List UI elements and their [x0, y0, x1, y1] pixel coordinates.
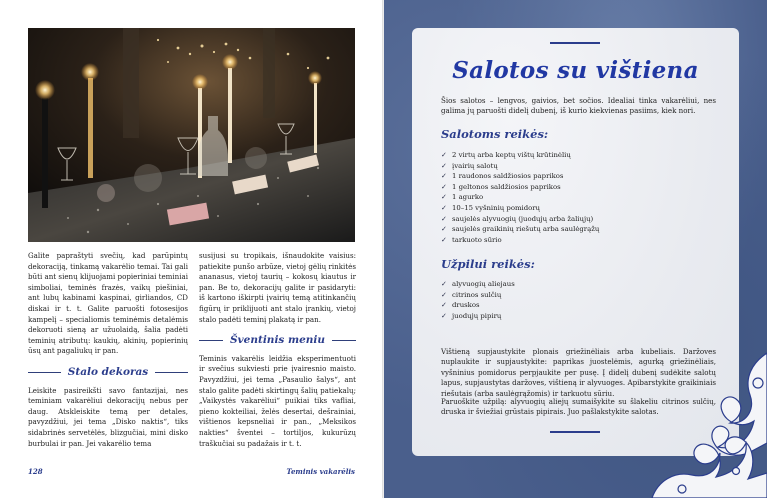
section-heading-festive-menu: [199, 335, 356, 346]
list-item: ✓ druskos: [441, 301, 480, 310]
checkmark-icon: ✓: [441, 203, 447, 212]
dressing-ingredients-heading: Užpilui reikės:: [441, 257, 535, 271]
running-title: Teminis vakarėlis: [286, 467, 355, 476]
left-page: [0, 0, 383, 498]
checkmark-icon: ✓: [441, 214, 447, 223]
list-item: ✓ 10–15 vyšninių pomidorų: [441, 203, 540, 212]
right-page: [384, 0, 767, 498]
heading-rule-left: [199, 340, 223, 341]
recipe-intro: Šios salotos – lengvos, gaivios, bet sočios. Idealiai tinka vakarėliui, nes galima jų paruošti didelį dubenį, iš kurio kiekvienas pasiims, kiek nori.: [441, 96, 716, 116]
table-decoration-photo: [28, 28, 355, 242]
recipe-title: Salotos su vištiena: [452, 57, 699, 84]
list-item: ✓ 1 raudonos saldžiosios paprikos: [441, 172, 564, 181]
heading-rule-right: [332, 340, 356, 341]
list-item: ✓ saujelės alyvuogių (juodųjų arba žaliųjų): [441, 214, 594, 223]
checkmark-icon: ✓: [441, 280, 447, 288]
checkmark-icon: ✓: [441, 161, 447, 170]
method-paragraph-2: Paruoškite užpilą: alyvuogių aliejų sumaišykite su šlakeliu citrinos sulčių, druska ir šviežiai grūstais pipirais. Juo pašlakstykite salotas.: [441, 397, 716, 417]
heading-rule-right: [155, 372, 188, 373]
list-item: ✓ alyvuogių aliejaus: [441, 280, 515, 288]
checkmark-icon: ✓: [441, 290, 447, 299]
checkmark-icon: ✓: [441, 311, 447, 320]
photo-illustration: [28, 28, 355, 242]
list-item: ✓ juodųjų pipirų: [441, 311, 502, 320]
list-item: ✓ citrinos sulčių: [441, 290, 502, 299]
right-column: [199, 251, 356, 449]
heading-rule-left: [28, 372, 61, 373]
dressing-ingredients-list: [441, 279, 681, 321]
table-decor-paragraph: Leiskite pasireikšti savo fantazijai, nes teminiam vakarėliui dekoracijų nebus per daug. Atskleiskite temą per detales, pavyzdžiui, jei tema „Disko naktis“, tiks sidabrinės servetėlės, blizgučiai, mini disko burbulai ir pan. Jei vakarėlio tema: [28, 385, 188, 448]
filigree-ornament-icon: [632, 343, 767, 498]
salad-ingredients-list: [441, 150, 681, 245]
list-item: ✓ 1 geltonos saldžiosios paprikos: [441, 182, 561, 191]
festive-menu-paragraph: Teminis vakarėlis leidžia eksperimentuoti ir svečius sukviesti prie įvairesnio maisto. Pavyzdžiui, jei tema „Pasaulio šalys“, ant stalo galite padėti skirtingų šalių patiekalų; „Vaikystės vakarėliui“ puikiai tiks vafliai, pieno kokteiliai, želės desertai, dešrainiai, vištienos kepsneliai ir pan., „Meksikos nakties“ šventei – tortiljos, kukurūzų traškučiai su padažais ir t. t.: [199, 353, 356, 448]
bottom-rule: [550, 431, 600, 433]
list-item: ✓ 1 agurko: [441, 193, 484, 202]
checkmark-icon: ✓: [441, 151, 447, 159]
salad-ingredients-heading: Salotoms reikės:: [441, 127, 549, 141]
list-item: ✓ tarkuoto sūrio: [441, 235, 502, 244]
method-paragraph-1: Vištieną supjaustykite plonais griežinėliais arba kubeliais. Daržoves nuplaukite ir supjaustykite: paprikas juostelėmis, agurką griežinėliais, vyšninius pomidorus perpjaukite per pusę. Į didelį dubenį sudėkite salotų lapus, supjaustytas daržoves, vištieną ir alyvuoges. Apibarstykite graikiniais riešutais (arba saulėgrąžomis) ir tarkuotu sūriu.: [441, 347, 716, 398]
list-item: ✓ saujelės graikinių riešutų arba saulėgrąžų: [441, 225, 600, 234]
page-number: 128: [28, 467, 43, 476]
intro-paragraph: Galite papraštyti svečių, kad parūpintų dekoraciją, tinkamą vakarėlio temai. Tai gali būti ant sienų klijuojami popieriniai teminiai simboliai, teminės frazės, vaikų piešiniai, ant lubų kabinami kaspinai, girliandos, CD diskai ir t. t. Galite paruošti fotosesijos kampelį – specialiomis teminėmis detalėmis dekoruoti sieną ar užuolaidą, šalia padėti teminių atributų: kaukių, akinių, popierinių ūsų ant pagaliukų ir pan.: [28, 251, 188, 356]
checkmark-icon: ✓: [441, 193, 447, 202]
list-item: ✓ įvairių salotų: [441, 161, 498, 170]
checkmark-icon: ✓: [441, 301, 447, 310]
list-item: ✓ 2 virtų arba keptų vištų krūtinėlių: [441, 151, 571, 159]
checkmark-icon: ✓: [441, 235, 447, 244]
section-heading-table-decor: [28, 367, 188, 378]
table-decor-paragraph-continued: susijusi su tropikais, išnaudokite vaisius: patiekite punšo arbūze, vietoj gėlių rinkitės ananasus, vietoj taurių – kokosų kiautus ir pan. Be to, dekoracijų galite ir pasidaryti: iš kartono iškirpti įvairių temą atitinkančių figūrų ir priklijuoti ant stalo įrankių, vietoj stalo padėti teminį plakatą ir pan.: [199, 251, 356, 324]
left-column: [28, 251, 188, 449]
section-title: Šventinis meniu: [229, 334, 326, 347]
checkmark-icon: ✓: [441, 182, 447, 191]
section-title: Stalo dekoras: [67, 365, 149, 378]
checkmark-icon: ✓: [441, 172, 447, 181]
top-rule: [550, 42, 600, 44]
checkmark-icon: ✓: [441, 225, 447, 234]
